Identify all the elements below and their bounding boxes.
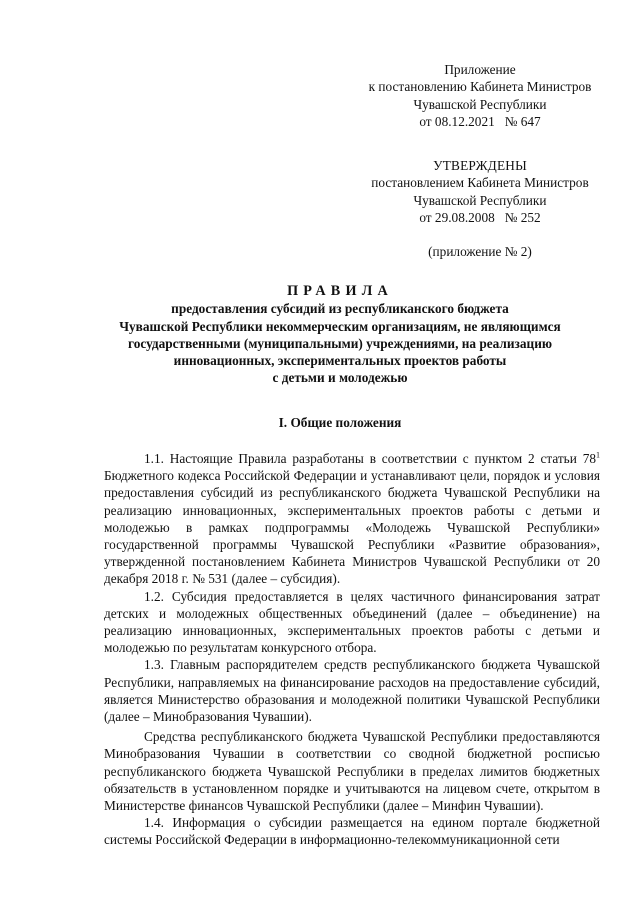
appendix-line-4: от 08.12.2021 № 647 bbox=[419, 113, 541, 129]
paragraph-1-3: 1.3. Главным распорядителем средств республиканского бюджета Чувашской Республики, направляемых на финансирование расходов на предоставление субсидий, является Министерство образования и молодежной политики Чувашской Республики (далее – Минобразования Чувашии). bbox=[104, 657, 600, 725]
paragraph-1-1 bbox=[104, 450, 600, 588]
approved-heading: УТВЕРЖДЕНЫ bbox=[433, 158, 527, 173]
approved-annex: (приложение № 2) bbox=[428, 244, 532, 260]
title-main: ПРАВИЛА bbox=[287, 283, 393, 299]
appendix-line-3: Чувашской Республики bbox=[413, 96, 547, 112]
document-body bbox=[104, 450, 600, 849]
paragraph-funds: Средства республиканского бюджета Чувашской Республики предоставляются Минобразования Чувашии в соответствии со сводной бюджетной росписью республиканского бюджета Чувашской Республики в пределах лимитов бюджетных обязательств в установленном порядке и учитываются на лицевом счете, открытом в Министерстве финансов Чувашской Республики (далее – Минфин Чувашии). bbox=[104, 729, 600, 814]
approved-line-4: от 29.08.2008 № 252 bbox=[419, 209, 541, 225]
title-line-4: инновационных, экспериментальных проектов работы bbox=[173, 353, 507, 369]
paragraph-1-4: 1.4. Информация о субсидии размещается на едином портале бюджетной системы Российской Федерации в информационно-телекоммуникационной сети bbox=[104, 815, 600, 848]
appendix-line-2: к постановлению Кабинета Министров bbox=[368, 79, 592, 95]
appendix-line-1: Приложение bbox=[444, 62, 516, 77]
article-superscript: 1 bbox=[596, 450, 600, 460]
paragraph-1-1-part-b: Бюджетного кодекса Российской Федерации и устанавливают цели, порядок и условия предоставления субсидий из республиканского бюджета Чувашской Республики на реализацию инновационных, экспериментальных проектов работы с детьми и молодежью в рамках подпрограммы «Молодежь Чувашской Республики» государственной программы Чувашской Республики «Развитие образования», утвержденной постановлением Кабинета Министров Чувашской Республики от 20 декабря 2018 г. № 531 (далее – субсидия). bbox=[104, 468, 600, 587]
title-line-1: предоставления субсидий из республиканского бюджета bbox=[171, 301, 509, 317]
approved-header bbox=[330, 157, 630, 260]
title-line-5: с детьми и молодежью bbox=[272, 370, 408, 386]
approved-line-3: Чувашской Республики bbox=[413, 192, 547, 208]
paragraph-1-2: 1.2. Субсидия предоставляется в целях частичного финансирования затрат детских и молодежных общественных объединений (далее – объединение) на реализацию инновационных, экспериментальных проектов работы с детьми и молодежью по результатам конкурсного отбора. bbox=[104, 588, 600, 656]
document-title bbox=[60, 283, 620, 387]
appendix-header bbox=[330, 61, 630, 130]
paragraph-1-1-part-a: 1.1. Настоящие Правила разработаны в соответствии с пунктом 2 статьи 78 bbox=[144, 451, 596, 466]
section-heading: I. Общие положения bbox=[278, 415, 402, 430]
title-line-2: Чувашской Республики некоммерческим организациям, не являющимся bbox=[119, 318, 561, 334]
title-line-3: государственными (муниципальными) учреждениями, на реализацию bbox=[127, 335, 553, 351]
approved-line-2: постановлением Кабинета Министров bbox=[371, 175, 589, 191]
